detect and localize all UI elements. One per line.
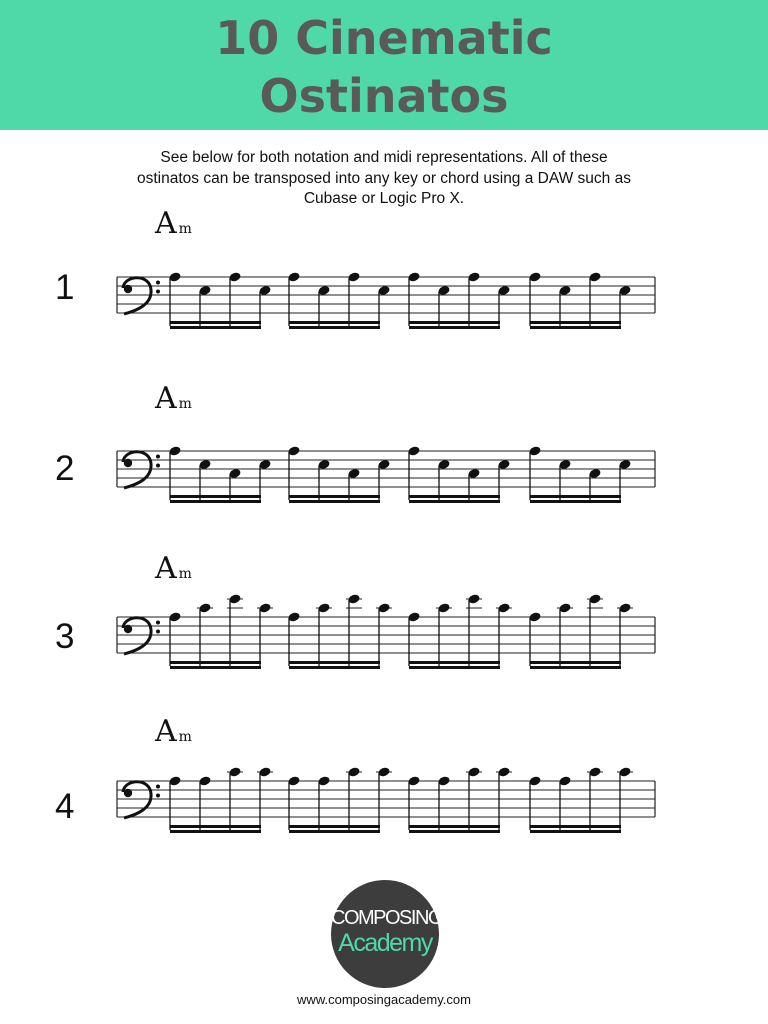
beam-primary xyxy=(409,495,500,498)
bass-clef-dot-upper xyxy=(156,621,160,625)
beam-secondary xyxy=(289,500,380,503)
footer-url: www.composingacademy.com xyxy=(297,992,471,1007)
bass-clef-icon xyxy=(123,278,151,314)
chord-quality: m xyxy=(178,566,192,582)
bass-clef-dot-lower xyxy=(156,630,160,634)
beam-secondary xyxy=(530,666,621,669)
beam-primary xyxy=(530,495,621,498)
chord-root: A xyxy=(155,381,177,416)
beam-primary xyxy=(170,825,261,828)
beam-secondary xyxy=(409,326,500,329)
beam-primary xyxy=(170,321,261,324)
beam-primary xyxy=(530,321,621,324)
ostinato-number-3: 3 xyxy=(55,617,75,656)
beam-secondary xyxy=(409,830,500,833)
beam-primary xyxy=(409,825,500,828)
bass-clef-dot xyxy=(124,789,132,797)
chord-root: A xyxy=(155,206,177,241)
bass-clef-dot xyxy=(124,459,132,467)
ostinato-number-4: 4 xyxy=(55,787,75,826)
bass-clef-dot-lower xyxy=(156,464,160,468)
beam-secondary xyxy=(530,830,621,833)
beam-secondary xyxy=(530,326,621,329)
chord-quality: m xyxy=(178,729,192,745)
ostinato-number-1: 1 xyxy=(55,268,75,307)
beam-secondary xyxy=(530,500,621,503)
beam-primary xyxy=(170,661,261,664)
bass-clef-dot-upper xyxy=(156,785,160,789)
intro-line: ostinatos can be transposed into any key or chord using a DAW such as xyxy=(137,169,631,187)
beam-primary xyxy=(530,661,621,664)
beam-primary xyxy=(289,495,380,498)
bass-clef-dot xyxy=(124,625,132,633)
beam-secondary xyxy=(289,830,380,833)
beam-secondary xyxy=(170,326,261,329)
bass-clef-icon xyxy=(123,452,151,488)
bass-clef-icon xyxy=(123,782,151,818)
beam-primary xyxy=(289,321,380,324)
beam-secondary xyxy=(170,500,261,503)
ostinato-number-2: 2 xyxy=(55,449,75,488)
beam-primary xyxy=(289,661,380,664)
beam-secondary xyxy=(409,500,500,503)
page-title-line2: Ostinatos xyxy=(259,69,509,123)
beam-primary xyxy=(530,825,621,828)
beam-secondary xyxy=(170,830,261,833)
beam-secondary xyxy=(409,666,500,669)
chord-root: A xyxy=(155,714,177,749)
beam-primary xyxy=(289,825,380,828)
beam-primary xyxy=(409,661,500,664)
chord-quality: m xyxy=(178,221,192,237)
beam-primary xyxy=(170,495,261,498)
bass-clef-dot-upper xyxy=(156,281,160,285)
beam-secondary xyxy=(289,326,380,329)
chord-quality: m xyxy=(178,396,192,412)
composing-academy-logo xyxy=(331,880,442,988)
beam-secondary xyxy=(289,666,380,669)
intro-line: See below for both notation and midi representations. All of these xyxy=(160,149,608,166)
beam-secondary xyxy=(170,666,261,669)
intro-line: Cubase or Logic Pro X. xyxy=(303,190,465,207)
bass-clef-dot-lower xyxy=(156,290,160,294)
logo-top-text: COMPOSING xyxy=(331,907,442,929)
bass-clef-icon xyxy=(123,618,151,654)
logo-bottom-text: Academy xyxy=(338,929,432,957)
beam-primary xyxy=(409,321,500,324)
bass-clef-dot-lower xyxy=(156,794,160,798)
bass-clef-dot-upper xyxy=(156,455,160,459)
page-title-line1: 10 Cinematic xyxy=(215,11,553,65)
chord-root: A xyxy=(155,551,177,586)
bass-clef-dot xyxy=(124,285,132,293)
